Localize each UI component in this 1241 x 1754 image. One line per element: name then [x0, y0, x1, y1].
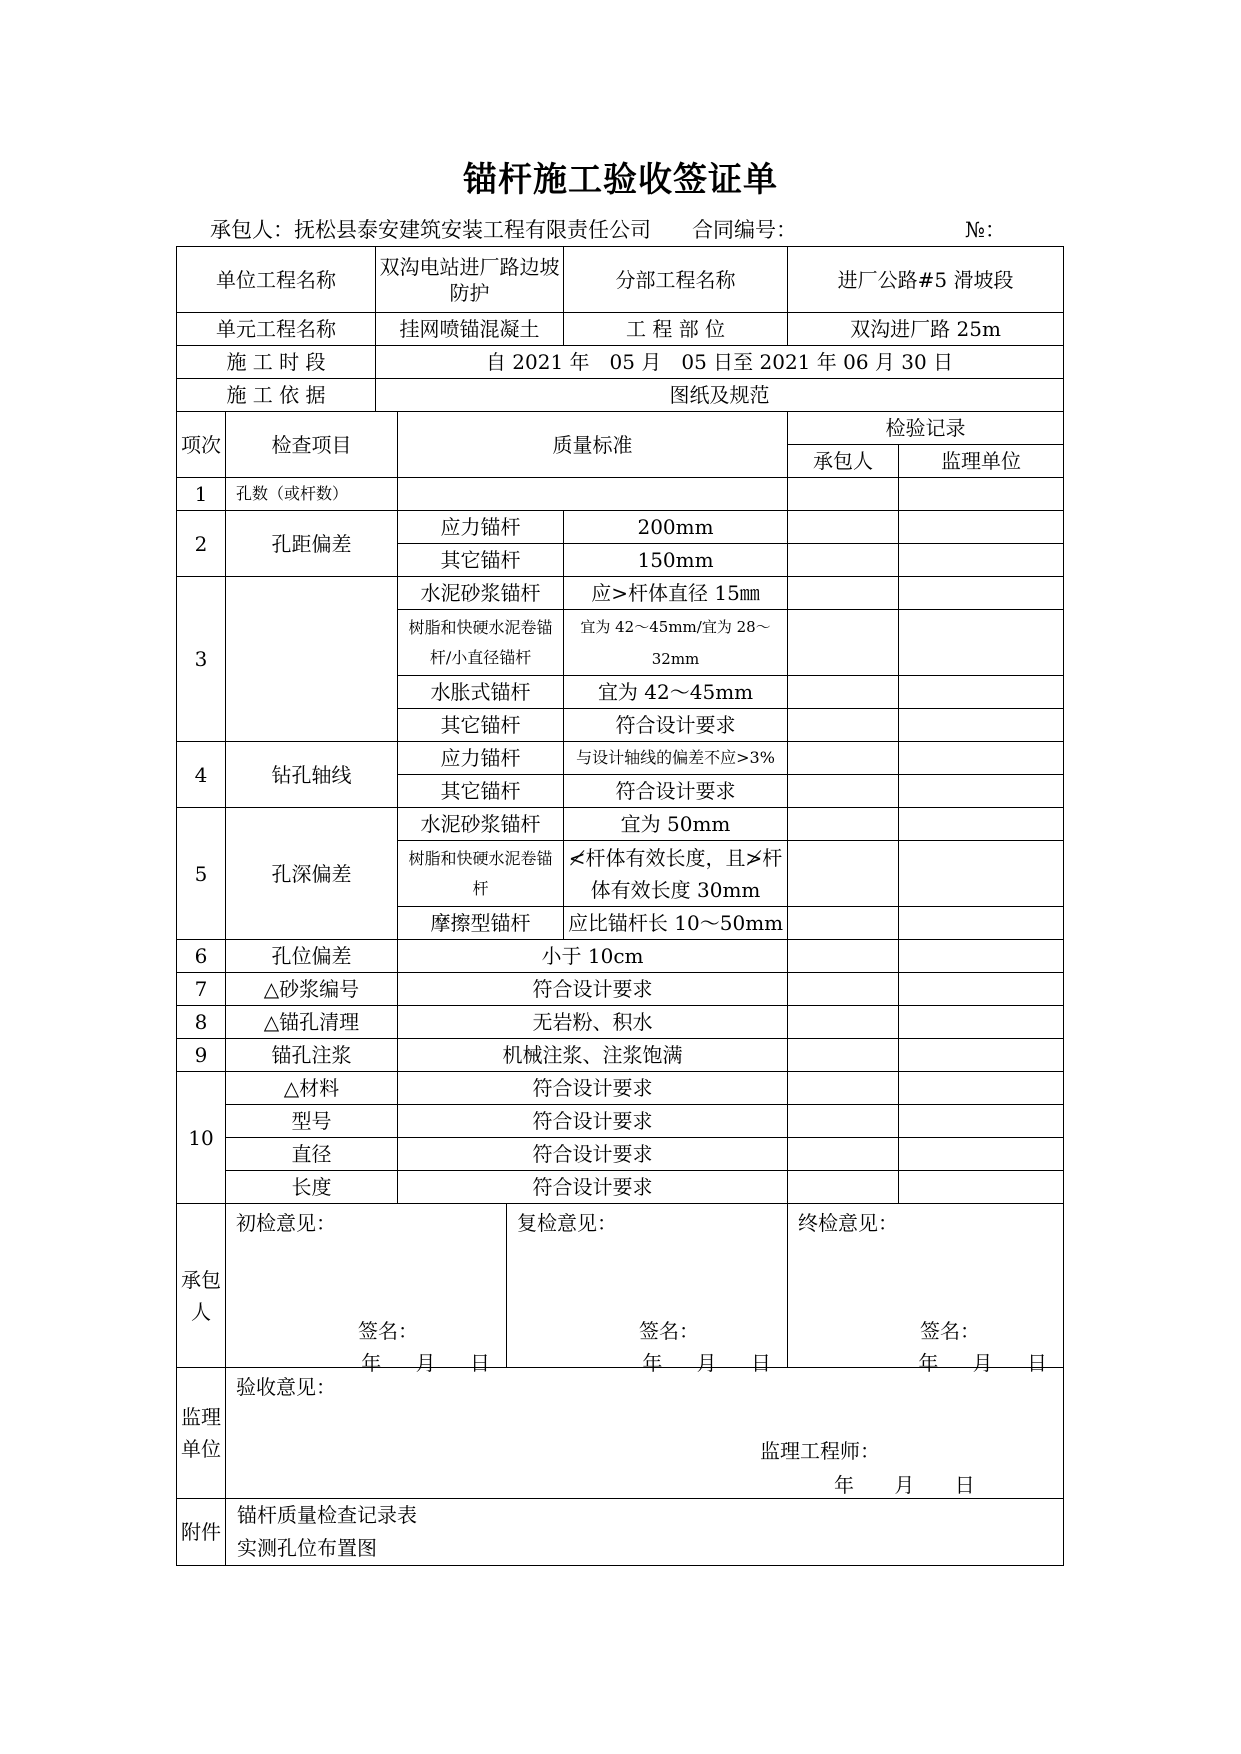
check-item: 直径 [226, 1138, 398, 1171]
record-contractor-cell[interactable] [788, 841, 899, 907]
table-row [177, 1039, 1064, 1072]
standard-cell: 应比锚杆长 10～50mm [564, 907, 788, 940]
anchor-type: 水泥砂浆锚杆 [398, 808, 564, 841]
table-row [177, 511, 1064, 544]
check-item: 钻孔轴线 [226, 742, 398, 808]
period-label: 施 工 时 段 [177, 346, 376, 379]
form-subheader [210, 214, 1010, 244]
item-no: 4 [177, 742, 226, 808]
unit-project-label: 单位工程名称 [177, 247, 376, 313]
serial-number-label: №： [965, 218, 1006, 242]
table-row [177, 940, 1064, 973]
check-item: 长度 [226, 1171, 398, 1204]
record-contractor-header: 承包人 [788, 445, 899, 478]
unit-project-value: 双沟电站进厂路边坡防护 [376, 247, 564, 313]
attachment-label: 附件 [177, 1499, 226, 1566]
record-supervisor-cell[interactable] [899, 1105, 1064, 1138]
record-contractor-cell[interactable] [788, 676, 899, 709]
record-supervisor-cell[interactable] [899, 841, 1064, 907]
record-supervisor-cell[interactable] [899, 709, 1064, 742]
check-item: 孔距偏差 [226, 511, 398, 577]
item-no: 6 [177, 940, 226, 973]
record-contractor-cell[interactable] [788, 1072, 899, 1105]
contractor-section-label: 承包人 [177, 1204, 226, 1368]
table-row [177, 478, 1064, 511]
record-supervisor-cell[interactable] [899, 610, 1064, 676]
record-contractor-cell[interactable] [788, 610, 899, 676]
basis-label: 施 工 依 据 [177, 379, 376, 412]
acceptance-opinion[interactable] [226, 1368, 1064, 1499]
item-no-header: 项次 [177, 412, 226, 478]
item-no: 8 [177, 1006, 226, 1039]
record-supervisor-cell[interactable] [899, 478, 1064, 511]
period-value: 自 2021 年 05 月 05 日至 2021 年 06 月 30 日 [376, 346, 1064, 379]
check-item: △材料 [226, 1072, 398, 1105]
record-contractor-cell[interactable] [788, 577, 899, 610]
standard-cell: 符合设计要求 [398, 1072, 788, 1105]
acceptance-form-table [176, 246, 1064, 1566]
record-contractor-cell[interactable] [788, 1006, 899, 1039]
table-row [177, 973, 1064, 1006]
check-item: 型号 [226, 1105, 398, 1138]
standard-cell: 符合设计要求 [564, 775, 788, 808]
supervising-engineer-label: 监理工程师： [760, 1439, 880, 1463]
item-no: 5 [177, 808, 226, 940]
standard-cell: 小于 10cm [398, 940, 788, 973]
record-supervisor-cell[interactable] [899, 544, 1064, 577]
record-supervisor-cell[interactable] [899, 808, 1064, 841]
standard-header: 质量标准 [398, 412, 788, 478]
standard-cell: 应>杆体直径 15㎜ [564, 577, 788, 610]
second-inspection-opinion[interactable] [507, 1204, 788, 1375]
item-no: 10 [177, 1072, 226, 1204]
basis-value: 图纸及规范 [376, 379, 1064, 412]
table-row [177, 1171, 1064, 1204]
table-row [177, 1105, 1064, 1138]
anchor-type: 摩擦型锚杆 [398, 907, 564, 940]
record-contractor-cell[interactable] [788, 973, 899, 1006]
record-contractor-cell[interactable] [788, 742, 899, 775]
record-contractor-cell[interactable] [788, 775, 899, 808]
standard-cell [398, 478, 788, 511]
anchor-type: 其它锚杆 [398, 709, 564, 742]
supervisor-section-label: 监理单位 [177, 1368, 226, 1499]
check-item-header: 检查项目 [226, 412, 398, 478]
record-supervisor-cell[interactable] [899, 1039, 1064, 1072]
record-supervisor-cell[interactable] [899, 1072, 1064, 1105]
record-supervisor-cell[interactable] [899, 1171, 1064, 1204]
table-row [177, 1138, 1064, 1171]
standard-cell: ≮杆体有效长度，且≯杆体有效长度 30mm [564, 841, 788, 907]
date-label: 年 月 日 [361, 1351, 490, 1375]
acceptance-opinion-label: 验收意见： [236, 1375, 336, 1399]
record-contractor-cell[interactable] [788, 1105, 899, 1138]
date-label: 年 月 日 [834, 1473, 975, 1497]
table-row [177, 1072, 1064, 1105]
date-label: 年 月 日 [642, 1351, 772, 1375]
standard-cell: 符合设计要求 [398, 1105, 788, 1138]
check-item: △砂浆编号 [226, 973, 398, 1006]
sub-project-label: 分部工程名称 [564, 247, 788, 313]
record-supervisor-cell[interactable] [899, 577, 1064, 610]
location-label: 工 程 部 位 [564, 313, 788, 346]
record-supervisor-cell[interactable] [899, 775, 1064, 808]
anchor-type: 应力锚杆 [398, 511, 564, 544]
standard-cell: 宜为 42～45mm/宜为 28～32mm [564, 610, 788, 676]
anchor-type: 树脂和快硬水泥卷锚杆 [398, 841, 564, 907]
record-contractor-cell[interactable] [788, 544, 899, 577]
standard-cell: 符合设计要求 [398, 1171, 788, 1204]
element-project-label: 单元工程名称 [177, 313, 376, 346]
table-row [177, 577, 1064, 610]
record-contractor-cell[interactable] [788, 478, 899, 511]
date-label: 年 月 日 [918, 1351, 1048, 1375]
record-contractor-cell[interactable] [788, 808, 899, 841]
record-supervisor-cell[interactable] [899, 742, 1064, 775]
record-header: 检验记录 [788, 412, 1064, 445]
signature-label: 签名： [358, 1319, 418, 1343]
first-inspection-opinion[interactable] [226, 1204, 507, 1375]
record-contractor-cell[interactable] [788, 1171, 899, 1204]
check-item [226, 577, 398, 742]
signature-label: 签名： [639, 1319, 699, 1343]
table-row [177, 808, 1064, 841]
record-contractor-cell[interactable] [788, 1039, 899, 1072]
standard-cell: 与设计轴线的偏差不应>3% [564, 742, 788, 775]
first-inspection-label: 初检意见： [236, 1211, 336, 1235]
record-supervisor-cell[interactable] [899, 1138, 1064, 1171]
anchor-type: 水泥砂浆锚杆 [398, 577, 564, 610]
item-no: 7 [177, 973, 226, 1006]
record-supervisor-cell[interactable] [899, 1006, 1064, 1039]
record-contractor-cell[interactable] [788, 940, 899, 973]
check-item: 锚孔注浆 [226, 1039, 398, 1072]
record-supervisor-header: 监理单位 [899, 445, 1064, 478]
item-no: 9 [177, 1039, 226, 1072]
record-supervisor-cell[interactable] [899, 973, 1064, 1006]
check-item: 孔深偏差 [226, 808, 398, 940]
page-title: 锚杆施工验收签证单 [463, 160, 778, 200]
standard-cell: 宜为 42～45mm [564, 676, 788, 709]
record-contractor-cell[interactable] [788, 511, 899, 544]
standard-cell: 150mm [564, 544, 788, 577]
standard-cell: 宜为 50mm [564, 808, 788, 841]
standard-cell: 无岩粉、积水 [398, 1006, 788, 1039]
location-value: 双沟进厂路 25m [788, 313, 1064, 346]
second-inspection-label: 复检意见： [517, 1211, 617, 1235]
anchor-type: 树脂和快硬水泥卷锚杆/小直径锚杆 [398, 610, 564, 676]
anchor-type: 水胀式锚杆 [398, 676, 564, 709]
table-row [177, 1006, 1064, 1039]
sub-project-value: 进厂公路#5 滑坡段 [788, 247, 1064, 313]
anchor-type: 其它锚杆 [398, 775, 564, 808]
check-item: 孔数（或杆数） [226, 478, 398, 511]
record-supervisor-cell[interactable] [899, 940, 1064, 973]
check-item: △锚孔清理 [226, 1006, 398, 1039]
attachment-list [226, 1499, 1064, 1566]
record-contractor-cell[interactable] [788, 907, 899, 940]
table-row [177, 742, 1064, 775]
record-contractor-cell[interactable] [788, 709, 899, 742]
item-no: 2 [177, 511, 226, 577]
attachment-item: 锚杆质量检查记录表 [237, 1503, 417, 1527]
item-no: 3 [177, 577, 226, 742]
record-supervisor-cell[interactable] [899, 511, 1064, 544]
standard-cell: 符合设计要求 [564, 709, 788, 742]
attachment-item: 实测孔位布置图 [237, 1536, 377, 1560]
check-item: 孔位偏差 [226, 940, 398, 973]
contractor-name: 承包人：抚松县泰安建筑安装工程有限责任公司 [210, 218, 651, 242]
standard-cell: 符合设计要求 [398, 1138, 788, 1171]
element-project-value: 挂网喷锚混凝土 [376, 313, 564, 346]
record-supervisor-cell[interactable] [899, 676, 1064, 709]
standard-cell: 机械注浆、注浆饱满 [398, 1039, 788, 1072]
anchor-type: 其它锚杆 [398, 544, 564, 577]
final-inspection-label: 终检意见： [798, 1211, 899, 1235]
signature-label: 签名： [920, 1319, 981, 1343]
anchor-type: 应力锚杆 [398, 742, 564, 775]
record-supervisor-cell[interactable] [899, 907, 1064, 940]
final-inspection-opinion[interactable] [788, 1204, 1064, 1375]
contract-number-label: 合同编号： [692, 218, 797, 242]
record-contractor-cell[interactable] [788, 1138, 899, 1171]
item-no: 1 [177, 478, 226, 511]
standard-cell: 符合设计要求 [398, 973, 788, 1006]
standard-cell: 200mm [564, 511, 788, 544]
